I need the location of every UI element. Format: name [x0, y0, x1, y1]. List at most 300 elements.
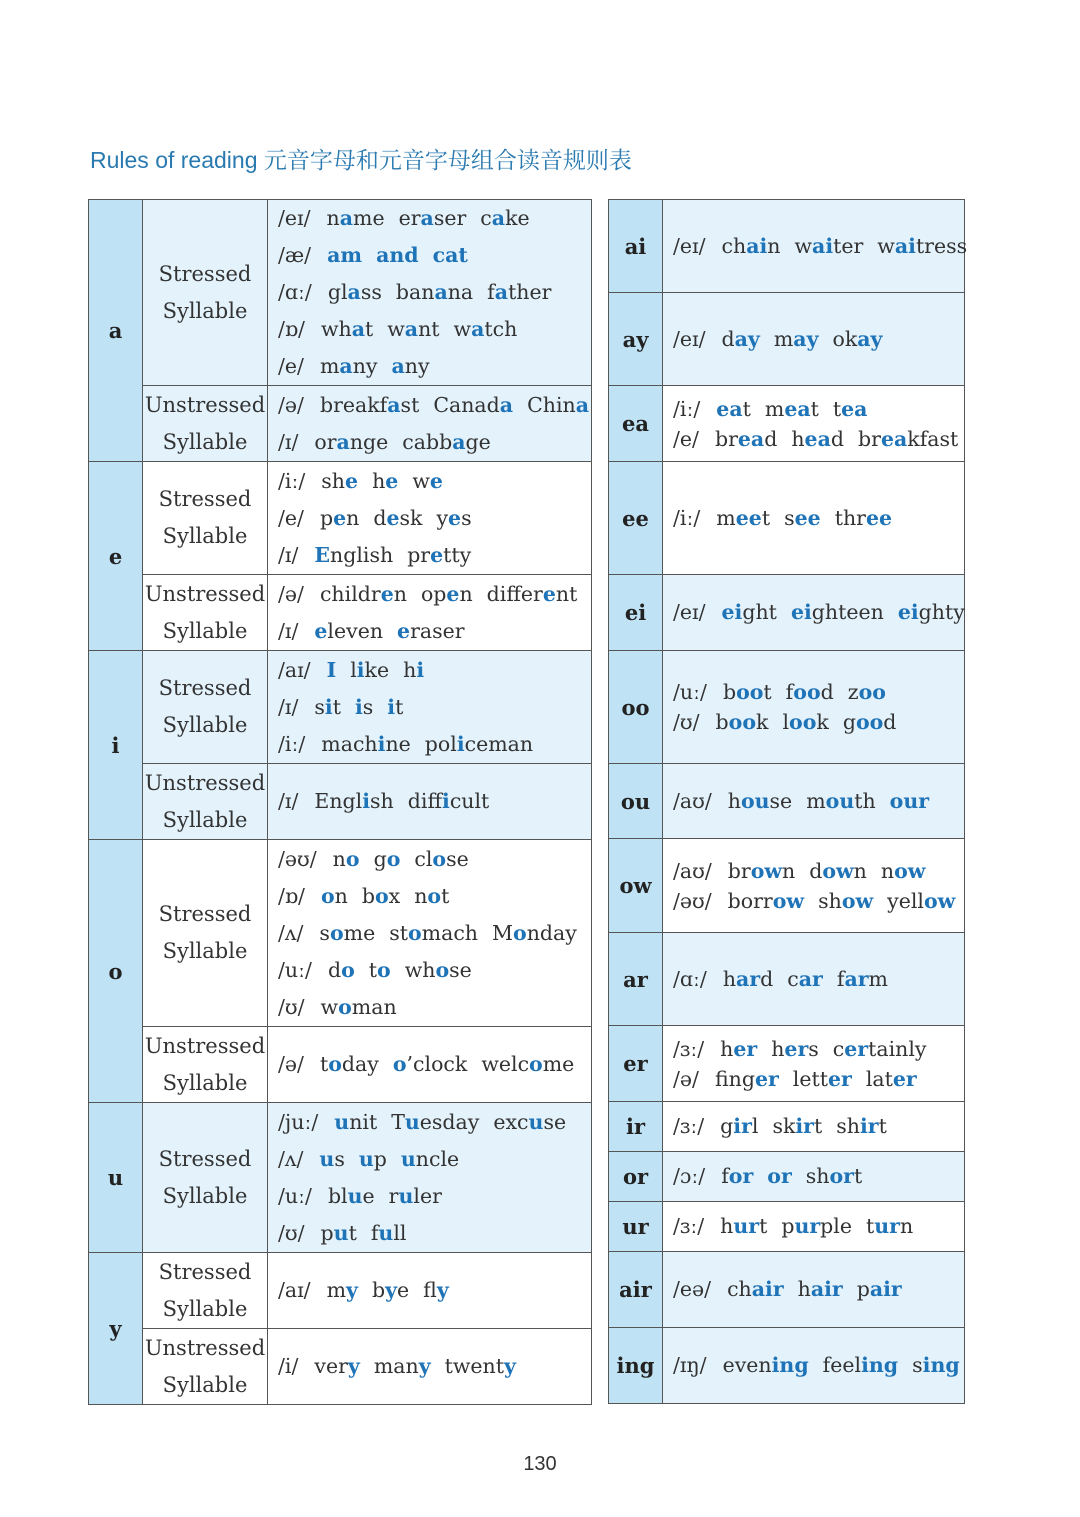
vowel-combination-cell: ay — [609, 293, 663, 386]
highlighted-letters: er — [844, 1036, 869, 1061]
word-part: b — [371, 1278, 386, 1302]
phonetic-symbol: /iː/ — [278, 731, 306, 756]
example-word — [327, 243, 362, 267]
word-part: f — [370, 1220, 379, 1245]
vowel-letter-cell: e — [89, 462, 143, 651]
example-word — [527, 393, 589, 417]
example-word — [716, 710, 769, 734]
word-part: c — [787, 966, 799, 991]
word-part: leven — [327, 618, 384, 643]
vowel-combination-cell: ea — [609, 386, 663, 462]
word-part: borr — [727, 888, 773, 913]
highlighted-letters: ing — [922, 1353, 960, 1377]
example-line — [673, 1271, 964, 1308]
word-part: t — [319, 1052, 329, 1076]
highlighted-letters: e — [385, 468, 399, 493]
vowel-combination-cell: ei — [609, 575, 663, 651]
example-word — [321, 732, 411, 756]
example-word — [376, 243, 419, 267]
vowel-combination-table — [608, 199, 968, 1404]
highlighted-letters: a — [420, 206, 434, 230]
example-line — [673, 594, 964, 631]
highlighted-letters: ea — [784, 396, 811, 421]
highlighted-letters: u — [319, 1146, 335, 1171]
word-part: thr — [834, 505, 866, 530]
syllable-label: Syllable — [162, 1296, 248, 1321]
word-part: r — [388, 1183, 399, 1208]
example-word — [391, 1110, 479, 1134]
examples-cell — [663, 1202, 965, 1252]
vowel-combination-cell: ir — [609, 1102, 663, 1152]
example-word — [722, 327, 760, 351]
word-part: ge — [465, 429, 491, 454]
highlighted-letters: y — [436, 1278, 449, 1302]
word-part: tainly — [868, 1036, 927, 1061]
highlighted-letters: ay — [857, 326, 883, 351]
word-part: d — [760, 966, 774, 991]
example-line — [673, 886, 964, 916]
word-part: sh — [370, 789, 394, 813]
example-word — [374, 1354, 431, 1378]
example-word — [881, 859, 926, 883]
highlighted-letters: i — [442, 789, 450, 813]
word-part: me — [542, 1052, 575, 1076]
highlighted-letters: a — [347, 280, 361, 304]
phonetic-symbol: /i/ — [278, 1354, 299, 1378]
word-part: tress — [915, 233, 968, 258]
word-part: cult — [449, 789, 490, 813]
example-word — [371, 1221, 407, 1245]
phonetic-symbol: /əʊ/ — [278, 846, 317, 871]
example-word — [454, 317, 518, 341]
word-part: me — [353, 206, 385, 230]
word-part: er — [398, 206, 421, 230]
example-line — [278, 463, 591, 500]
word-part: b — [722, 680, 737, 704]
word-part: raser — [410, 618, 465, 643]
word-part: ke — [505, 206, 530, 230]
word-part: ch — [727, 1277, 752, 1301]
example-word — [436, 506, 471, 530]
phonetic-symbol: /əʊ/ — [673, 888, 712, 913]
table-row — [89, 575, 592, 651]
word-part: s — [319, 920, 330, 945]
highlighted-letters: ing — [861, 1353, 899, 1377]
table-row — [89, 1103, 592, 1253]
example-word — [389, 921, 478, 945]
word-part: t — [761, 505, 771, 530]
word-part: h — [727, 788, 741, 813]
vowel-combination-cell: ur — [609, 1202, 663, 1252]
word-part: n — [782, 858, 796, 883]
word-part: Chin — [527, 392, 576, 417]
word-part: s — [314, 694, 325, 719]
phonetic-symbol: /ʌ/ — [278, 1146, 304, 1171]
example-word — [837, 967, 888, 991]
word-part: cabb — [402, 429, 453, 454]
word-part: se — [769, 788, 793, 813]
highlighted-letters: o — [427, 883, 442, 908]
highlighted-letters: y — [418, 1354, 431, 1378]
example-word — [771, 1037, 819, 1061]
word-part: f — [836, 966, 845, 991]
word-part: fing — [714, 1066, 755, 1091]
word-part: t — [832, 396, 842, 421]
word-part: m — [773, 326, 794, 351]
word-part: cl — [414, 846, 433, 871]
phonetic-symbol: /ɒ/ — [278, 883, 305, 908]
example-word — [823, 1353, 898, 1377]
word-part: d — [820, 680, 834, 704]
examples-cell — [663, 293, 965, 386]
example-word — [321, 317, 373, 341]
word-part: day — [341, 1052, 379, 1076]
word-part: m — [716, 505, 736, 530]
word-part: w — [387, 317, 405, 341]
word-part: p — [781, 1214, 795, 1238]
phonetic-symbol: /eɪ/ — [278, 206, 311, 230]
word-part: nday — [526, 920, 577, 945]
table-row — [609, 1202, 965, 1252]
table-row — [609, 462, 965, 575]
phonetic-symbol: /aɪ/ — [278, 1278, 311, 1302]
word-part: wh — [404, 957, 436, 982]
word-part: c — [832, 1036, 845, 1061]
example-word — [723, 680, 772, 704]
example-word — [401, 1147, 459, 1171]
example-word — [727, 1277, 784, 1301]
phonetic-symbol: /eɪ/ — [673, 326, 706, 351]
example-word — [373, 506, 422, 530]
example-word — [396, 280, 473, 304]
example-word — [720, 1114, 758, 1138]
example-word — [397, 619, 465, 643]
word-part: ghty — [918, 600, 965, 624]
examples-cell — [268, 1027, 592, 1103]
phonetic-symbol: /aʊ/ — [673, 858, 712, 883]
highlighted-letters: m — [340, 243, 363, 267]
highlighted-letters: ei — [790, 600, 812, 624]
highlighted-letters: a — [327, 243, 341, 267]
examples-cell — [268, 386, 592, 462]
table-row — [609, 651, 965, 764]
example-word — [481, 1052, 574, 1076]
word-part: childr — [319, 581, 381, 606]
highlighted-letters: o — [435, 957, 450, 982]
example-line — [673, 707, 964, 737]
highlighted-letters: a — [387, 392, 401, 417]
example-word — [782, 710, 828, 734]
highlighted-letters: i — [324, 694, 333, 719]
examples-cell — [268, 1253, 592, 1329]
example-word — [321, 1221, 357, 1245]
phonetic-symbol: /ʊ/ — [278, 994, 305, 1019]
syllable-label: Syllable — [162, 1183, 248, 1208]
highlighted-letters: u — [398, 1183, 414, 1208]
example-word — [833, 1037, 927, 1061]
phonetic-symbol: /aʊ/ — [673, 788, 712, 813]
example-word — [728, 789, 792, 813]
highlighted-letters: a — [336, 429, 350, 454]
highlighted-letters: a — [452, 429, 466, 454]
example-word — [399, 206, 467, 230]
highlighted-letters: y — [385, 1278, 398, 1302]
example-word — [835, 506, 892, 530]
example-word — [350, 658, 389, 682]
example-word — [389, 1184, 442, 1208]
example-word — [327, 658, 337, 682]
word-part: m — [326, 1278, 347, 1302]
example-word — [858, 427, 958, 451]
phonetic-symbol: /uː/ — [673, 680, 707, 704]
word-part: welc — [481, 1052, 530, 1076]
example-word — [487, 280, 551, 304]
syllable-type-cell — [143, 1027, 268, 1103]
highlighted-letters: ur — [874, 1214, 900, 1238]
phonetic-symbol: /ɑː/ — [278, 280, 312, 304]
example-line — [673, 1347, 964, 1384]
phonetic-symbol: /ɪ/ — [278, 618, 299, 643]
example-word — [722, 234, 781, 258]
highlighted-letters: u — [347, 1183, 363, 1208]
word-part: Canad — [433, 392, 500, 417]
word-part: t — [865, 1214, 875, 1238]
word-part: na — [447, 280, 474, 304]
highlighted-letters: i — [456, 731, 465, 756]
highlighted-letters: o — [338, 994, 352, 1019]
example-word — [321, 995, 397, 1019]
examples-cell — [663, 933, 965, 1026]
word-part: ll — [393, 1220, 407, 1245]
example-word — [412, 469, 443, 493]
example-word — [445, 1354, 516, 1378]
phonetic-symbol: /ɪ/ — [278, 694, 299, 719]
highlighted-letters: a — [404, 317, 419, 341]
example-line — [278, 1141, 591, 1178]
highlighted-letters: ou — [740, 788, 770, 813]
table-row — [609, 1328, 965, 1404]
example-line — [278, 989, 591, 1026]
table-row — [89, 462, 592, 575]
examples-cell — [268, 200, 592, 386]
example-line — [673, 394, 964, 424]
word-part: diff — [407, 789, 443, 813]
syllable-type-cell — [143, 575, 268, 651]
example-line — [278, 537, 591, 574]
highlighted-letters: ee — [735, 505, 762, 530]
vowel-combination-cell: ou — [609, 764, 663, 839]
highlighted-letters: e — [542, 581, 556, 606]
example-word — [321, 469, 358, 493]
example-word — [421, 582, 473, 606]
highlighted-letters: ea — [804, 426, 831, 451]
phonetic-symbol: /ɜː/ — [673, 1214, 705, 1238]
example-line — [673, 1158, 964, 1195]
word-part: ter — [833, 233, 864, 258]
highlighted-letters: i — [387, 694, 396, 719]
highlighted-letters: ir — [733, 1114, 752, 1138]
highlighted-letters: e — [429, 468, 443, 493]
highlighted-letters: ai — [812, 233, 834, 258]
phonetic-symbol: /aɪ/ — [278, 657, 311, 682]
example-line — [278, 311, 591, 348]
word-part: ceman — [464, 731, 534, 756]
highlighted-letters: u — [358, 1146, 374, 1171]
example-line — [278, 878, 591, 915]
word-part: nglish — [330, 542, 394, 567]
highlighted-letters: air — [751, 1277, 784, 1301]
highlighted-letters: t — [458, 243, 468, 267]
highlighted-letters: o — [386, 846, 401, 871]
table-row — [609, 1152, 965, 1202]
example-word — [720, 1037, 757, 1061]
highlighted-letters: oo — [789, 710, 817, 734]
highlighted-letters: a — [434, 280, 448, 304]
highlighted-letters: e — [446, 581, 460, 606]
examples-cell — [268, 1329, 592, 1405]
word-part: ght — [742, 600, 777, 624]
highlighted-letters: y — [347, 1354, 360, 1378]
example-word — [781, 1214, 852, 1238]
phonetic-symbol: /ə/ — [673, 1066, 699, 1091]
table-row — [89, 764, 592, 840]
highlighted-letters: e — [430, 542, 444, 567]
highlighted-letters: air — [810, 1277, 843, 1301]
example-word — [715, 427, 777, 451]
vowel-combination-cell: er — [609, 1026, 663, 1102]
phonetic-symbol: /ʊ/ — [278, 1220, 305, 1245]
table-row — [609, 1102, 965, 1152]
example-word — [393, 1052, 468, 1076]
word-part: ghteen — [811, 600, 884, 624]
word-part: se — [446, 846, 469, 871]
word-part: h — [720, 1214, 734, 1238]
table-row — [609, 200, 965, 293]
highlighted-letters: ow — [923, 888, 956, 913]
word-part: t — [395, 694, 404, 719]
phonetic-symbol: /ɒ/ — [278, 317, 305, 341]
phonetic-symbol: /ɜː/ — [673, 1036, 705, 1061]
word-part: ler — [413, 1183, 442, 1208]
example-word — [721, 1164, 753, 1188]
highlighted-letters: c — [432, 243, 446, 267]
example-word — [723, 967, 773, 991]
phonetic-symbol: /uː/ — [278, 1183, 312, 1208]
word-part: wh — [320, 317, 352, 341]
example-line — [278, 689, 591, 726]
phonetic-symbol: /e/ — [278, 505, 304, 530]
syllable-label: Syllable — [162, 618, 248, 643]
example-word — [327, 206, 385, 230]
word-part: ban — [395, 280, 435, 304]
word-part: e — [397, 1278, 410, 1302]
examples-cell — [663, 575, 965, 651]
example-word — [866, 1067, 917, 1091]
examples-cell — [268, 462, 592, 575]
word-part: t — [364, 317, 374, 341]
example-line — [278, 1215, 591, 1252]
example-word — [809, 859, 867, 883]
word-part: w — [877, 233, 895, 258]
example-line — [673, 1034, 964, 1064]
example-line — [673, 424, 964, 454]
example-word — [414, 884, 449, 908]
phonetic-symbol: /ə/ — [278, 1052, 304, 1076]
word-part: d — [809, 858, 823, 883]
word-part: ch — [721, 233, 747, 258]
examples-cell — [663, 386, 965, 462]
word-part: Engl — [314, 789, 363, 813]
word-part: sh — [805, 1164, 830, 1188]
word-part: n — [414, 883, 428, 908]
example-line — [278, 1046, 591, 1083]
highlighted-letters: a — [445, 243, 459, 267]
word-part: kfast — [907, 426, 959, 451]
word-part: pol — [424, 731, 457, 756]
example-word — [857, 1277, 902, 1301]
vowel-combination-cell: ow — [609, 839, 663, 933]
example-word — [402, 430, 491, 454]
syllable-type-cell — [143, 1103, 268, 1253]
word-part: ne — [385, 731, 411, 756]
word-part: ther — [508, 280, 552, 304]
example-word — [314, 695, 341, 719]
highlighted-letters: e — [380, 581, 394, 606]
highlighted-letters: a — [471, 317, 485, 341]
highlighted-letters: ay — [734, 326, 760, 351]
word-part: t — [742, 396, 751, 421]
syllable-type-cell — [143, 462, 268, 575]
example-line — [278, 500, 591, 537]
example-word — [314, 789, 393, 813]
word-part: t — [441, 883, 450, 908]
example-word — [328, 280, 382, 304]
word-part: w — [412, 468, 430, 493]
example-word — [793, 1067, 852, 1091]
word-part: t — [853, 1164, 863, 1188]
word-part: fl — [423, 1278, 437, 1302]
word-part: d — [764, 426, 778, 451]
example-word — [836, 1114, 887, 1138]
highlighted-letters: oo — [728, 710, 757, 734]
word-part: t — [763, 680, 772, 704]
highlighted-letters: ou — [825, 788, 855, 813]
example-word — [492, 921, 577, 945]
example-line — [278, 348, 591, 385]
highlighted-letters: er — [892, 1066, 917, 1091]
example-word — [791, 427, 844, 451]
example-word — [320, 582, 407, 606]
example-word — [407, 543, 471, 567]
word-part: ple — [820, 1214, 852, 1238]
highlighted-letters: er — [827, 1066, 852, 1091]
word-part: n — [880, 858, 895, 883]
highlighted-letters: o — [529, 1052, 543, 1076]
word-part: n — [334, 883, 348, 908]
example-word — [387, 695, 403, 719]
highlighted-letters: a — [499, 392, 514, 417]
word-part: l — [751, 1114, 759, 1138]
example-word — [355, 695, 373, 719]
word-part: M — [492, 920, 514, 945]
highlighted-letters: e — [333, 505, 347, 530]
word-part: se — [449, 957, 472, 982]
word-part: d — [373, 505, 387, 530]
table-row — [609, 839, 965, 933]
word-part: tch — [484, 317, 518, 341]
example-word — [314, 619, 383, 643]
highlighted-letters: o — [345, 846, 360, 871]
